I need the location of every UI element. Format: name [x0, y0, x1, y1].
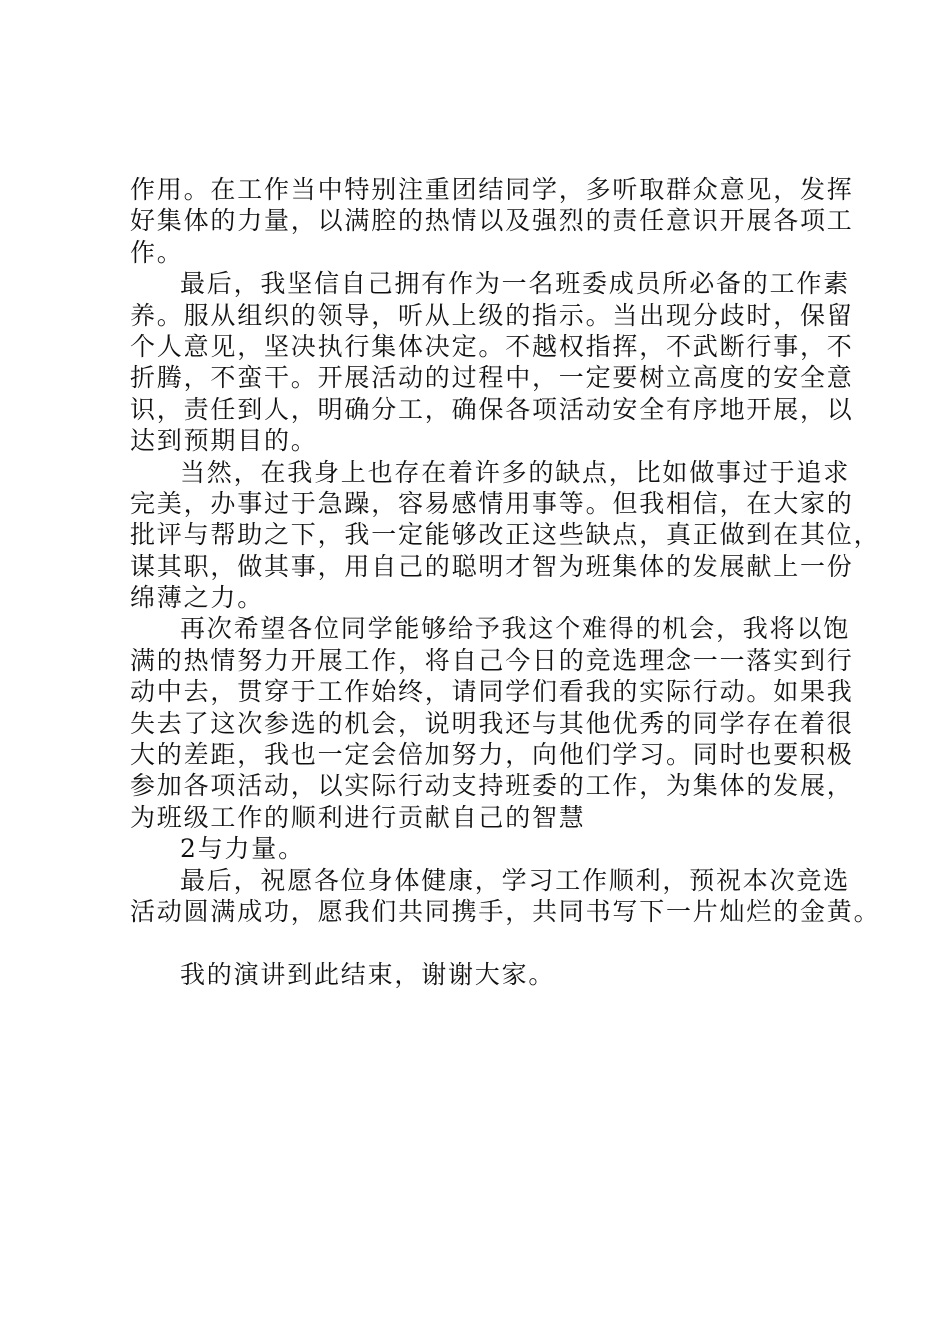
text-line: 为班级工作的顺利进行贡献自己的智慧: [130, 802, 586, 832]
text-line: 最后，祝愿各位身体健康，学习工作顺利，预祝本次竞选: [180, 865, 851, 895]
text-line: 养。服从组织的领导，听从上级的指示。当出现分歧时，保留: [130, 300, 854, 330]
text-line: 最后，我坚信自己拥有作为一名班委成员所必备的工作素: [180, 269, 851, 299]
text-line: 失去了这次参选的机会，说明我还与其他优秀的同学存在着很: [130, 708, 854, 738]
paragraph-2: [130, 268, 854, 456]
text-line: 作用。在工作当中特别注重团结同学，多听取群众意见，发挥: [130, 175, 854, 204]
text-line: 达到预期目的。: [130, 426, 318, 456]
paragraph-6: [130, 865, 881, 928]
text-line: 绵薄之力。: [130, 583, 265, 613]
paragraph-4: [130, 613, 854, 833]
paragraph-1: [130, 174, 854, 268]
text-line: 满的热情努力开展工作，将自己今日的竞选理念一一落实到行: [130, 645, 854, 675]
document-body: [130, 174, 881, 990]
text-line: 完美，办事过于急躁，容易感情用事等。但我相信，在大家的: [130, 488, 854, 518]
text-line: 再次希望各位同学能够给予我这个难得的机会，我将以饱: [180, 614, 851, 644]
text-line: 当然，在我身上也存在着许多的缺点，比如做事过于追求: [180, 457, 851, 487]
text-line: 作。: [130, 237, 184, 267]
paragraph-3: [130, 457, 881, 614]
text-line: 批评与帮助之下，我一定能够改正这些缺点，真正做到在其位，: [130, 520, 881, 550]
paragraph-spacer: [130, 927, 850, 958]
text-line: 我的演讲到此结束，谢谢大家。: [180, 959, 556, 989]
text-line: 参加各项活动，以实际行动支持班委的工作，为集体的发展，: [130, 771, 854, 801]
text-line: 谋其职，做其事，用自己的聪明才智为班集体的发展献上一份: [130, 551, 854, 581]
text-line: 大的差距，我也一定会倍加努力，向他们学习。同时也要积极: [130, 740, 854, 770]
text-line: 识，责任到人，明确分工，确保各项活动安全有序地开展，以: [130, 394, 854, 424]
paragraph-7: [130, 959, 850, 990]
paragraph-5: [130, 833, 850, 864]
text-line: 好集体的力量，以满腔的热情以及强烈的责任意识开展各项工: [130, 206, 854, 236]
text-line: 活动圆满成功，愿我们共同携手，共同书写下一片灿烂的金黄。: [130, 896, 881, 926]
text-line: 折腾，不蛮干。开展活动的过程中，一定要树立高度的安全意: [130, 363, 854, 393]
text-line: 2与力量。: [180, 834, 305, 864]
text-line: 动中去，贯穿于工作始终，请同学们看我的实际行动。如果我: [130, 677, 854, 707]
text-line: 个人意见，坚决执行集体决定。不越权指挥，不武断行事，不: [130, 331, 854, 361]
